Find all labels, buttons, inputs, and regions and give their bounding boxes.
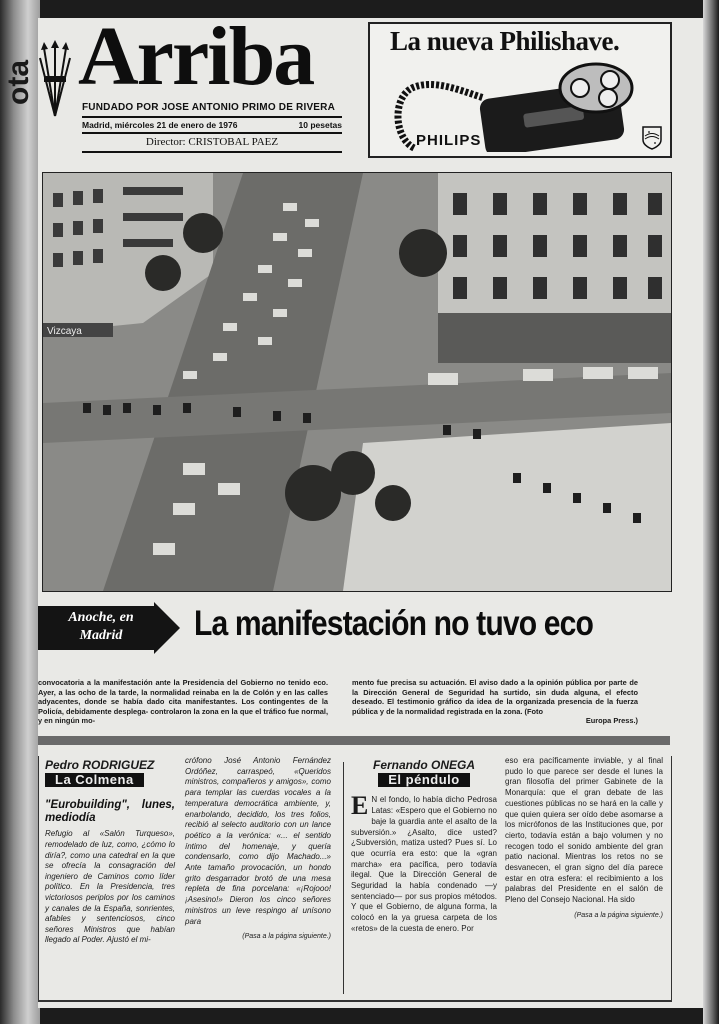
electric-shaver-icon (374, 58, 636, 152)
book-gutter (703, 0, 719, 1024)
colmena-continued-note: (Pasa a la página siguiente.) (242, 933, 331, 941)
vizcaya-sign: Vizcaya (47, 326, 82, 337)
column-divider (343, 762, 344, 994)
pendulo-column-continued (505, 756, 663, 922)
lead-body-right (352, 678, 638, 726)
pendulo-body-continued: eso era pacíficamente inviable, y al final pudo lo que parece ser desde el lunes la gran filosofía del primer Gabinete de la Monarquía: que el gran debate de las cuestiones públicas no se hará en la calle y que quien quiera ser oído debe asomarse a los micrófonos de las Instituciones que, por cierto, todavía están a bajo volumen y no recogen todo el sonido ambiente del gran patio nacional. Mientras los retos no se desvanecen, el gran signo del día parece estar en otra esfera: el recibimiento a los palabras del Presidente en el salón de Pleno del Consejo Nacional. Ha sido (505, 756, 663, 905)
ad-headline: La nueva Philishave. (390, 26, 620, 56)
pendulo-body: N el fondo, lo había dicho Pedrosa Latas: «Espero que el Gobierno no baje la guardia ante el asalto de la subversión.» ¿Asalto, dice usted? ¿Subversión, matiza usted? Pues sí. Lo que ocurría era esto: que la «gran marcha» era pacífica, pero todavía ilegal. Que la Dirección General de Seguridad la había condenado —y sentenciado— por sus propios métodos. Y que el Gobierno, de alguna forma, la colocó en la ya gruesa carpeta de los «retos» de la cuesta de enero. Por (351, 795, 497, 933)
pendulo-column (351, 756, 497, 935)
colmena-column (45, 756, 175, 946)
pendulo-dropcap: E (351, 791, 369, 821)
issue-price: 10 pesetas (298, 120, 342, 130)
colmena-body: Refugio al «Salón Turqueso», remodelado de luz, como, ¿cómo lo diría?, como una catedral en la que se ofrecía la consagración del ingeniero de Caminos como líder político. En la Presidencia, tres victoriosos periplos por los caminos y canales de la España, sonrientes, afables y sentenciosos, cinco señores Ministros que habían llegado al Poder. Ajustó el mi- (45, 829, 175, 945)
newspaper-title: Arriba (78, 10, 314, 103)
colmena-body-continued: crófono José Antonio Fernández Ordóñez, carraspeó, «Queridos ministros, compañeros y amigos», como para templar las cuerdas vocales a la temperatura democrática ambiente, y, enarbolando, decidido, los tres folios, recibió al selecto auditorio con un lance poético a la verónica: «... el sentido íntimo del homenaje, y quería condensarlo, como dijo Machado...» Ante tamaño provocación, un hondo grito desgarrador brotó de una mesa repleta de fina porcelana: «¡Rojooo! ¡Asesino!» Dieron los cinco señores ministros un leve respingo al unísono para (185, 756, 331, 926)
pendulo-author: Fernando ONEGA (372, 758, 475, 772)
colmena-subhead: "Eurobuilding", lunes, mediodía (45, 799, 175, 825)
pendulo-continued-note: (Pasa a la página siguiente.) (574, 911, 663, 919)
masthead (38, 10, 358, 158)
lead-headline: La manifestación no tuvo eco (194, 604, 594, 643)
lead-body-right-text: mento fue precisa su actuación. El aviso dado a la opinión pública por parte de la Dirección General de Seguridad ha surtido, sin duda alguna, el efecto deseado. El testimonio gráfico da idea de la organizada presencia de la fuerza pública y de la normalidad registrada en la zona. (Foto (352, 678, 638, 716)
photo-illustration (43, 173, 671, 591)
pendulo-section-label: El péndulo (378, 773, 469, 788)
issue-date: Madrid, miércoles 21 de enero de 1976 (82, 120, 238, 130)
yoke-and-arrows-icon (38, 38, 72, 118)
adjacent-page-text: ota (2, 60, 35, 105)
colmena-section-label: La Colmena (45, 773, 144, 788)
ad-brand-name: PHILIPS (416, 132, 482, 149)
lead-body-left: convocatoria a la manifestación ante la Presidencia del Gobierno no tenido eco. Ayer, a las ocho de la tarde, la normalidad reinaba en la de Colón y en las calles adyacentes, donde se había dado cita manifestantes. Los contingentes de la Policía, debidamente desplega- controlaron la zona en la que el tráfico fue normal, y en ningún mo- (38, 678, 328, 726)
adjacent-page-edge (0, 0, 40, 1024)
founded-line: FUNDADO POR JOSE ANTONIO PRIMO DE RIVERA (82, 102, 336, 113)
kicker-line-1: Anoche, en (68, 610, 134, 625)
colmena-column-continued (185, 756, 331, 943)
dateline (82, 116, 342, 134)
street-scene-photo (42, 172, 672, 592)
opinion-columns (38, 756, 672, 1002)
kicker-text (42, 609, 160, 645)
photo-credit: Europa Press.) (585, 716, 638, 726)
philishave-advertisement (368, 22, 672, 158)
director-line: Director: CRISTOBAL PAEZ (82, 136, 342, 153)
kicker-line-2: Madrid (79, 628, 123, 643)
newspaper-page (38, 10, 703, 1008)
colmena-author: Pedro RODRIGUEZ (45, 758, 155, 772)
pendulo-body-wrap (351, 791, 497, 934)
section-divider (38, 736, 670, 745)
kicker-arrow (38, 602, 182, 654)
philips-shield-logo (642, 126, 662, 150)
